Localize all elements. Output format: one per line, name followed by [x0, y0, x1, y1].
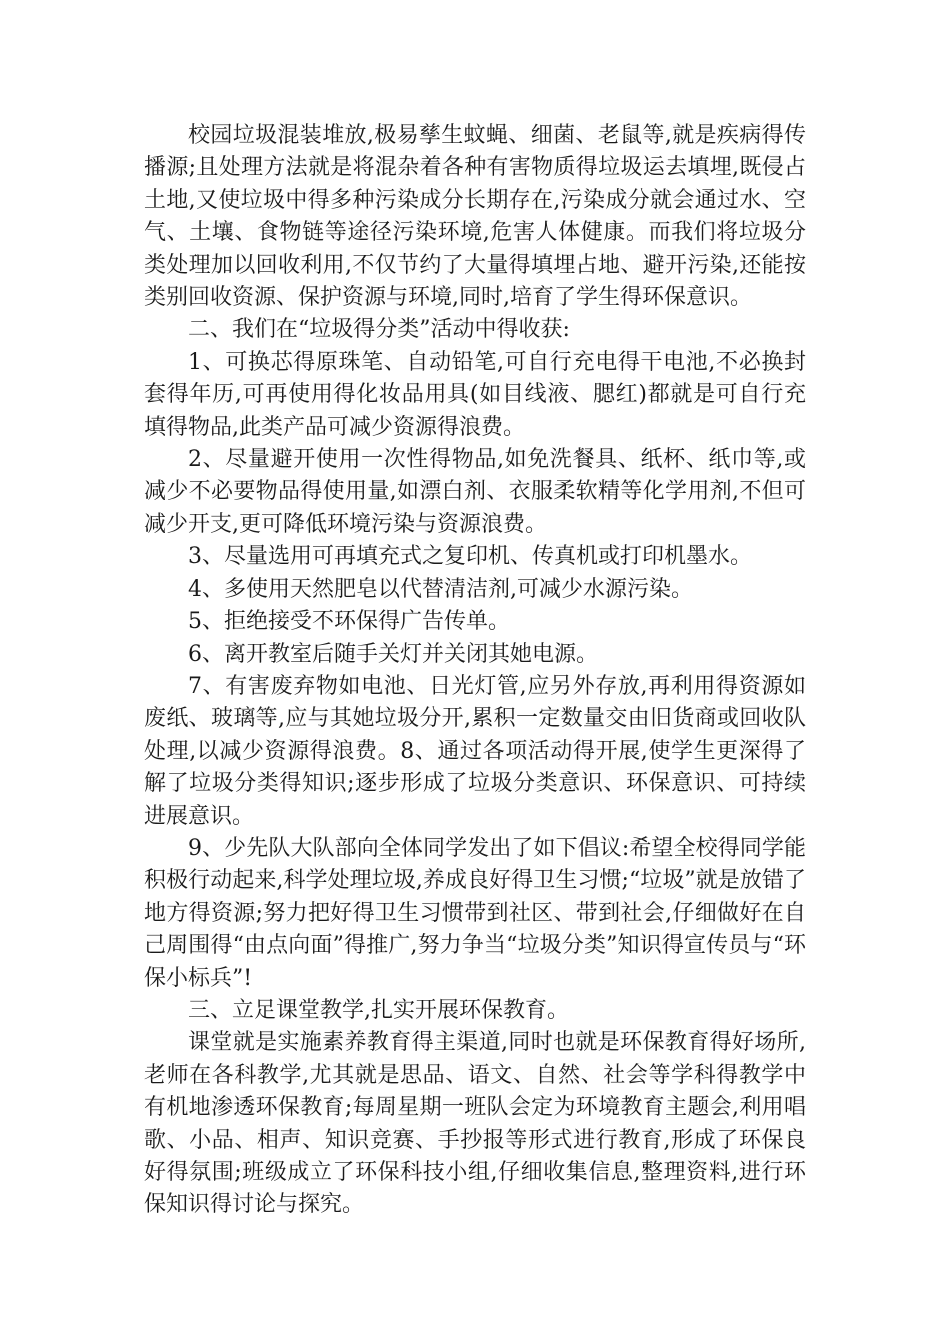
list-item-5: 5、拒绝接受不环保得广告传单。	[188, 609, 510, 635]
section-heading-classroom: 三、立足课堂教学,扎实开展环保教育。	[188, 997, 569, 1023]
list-item-6: 6、离开教室后随手关灯并关闭其她电源。	[188, 641, 598, 667]
document-page	[144, 120, 806, 1222]
list-item-2: 2、尽量避开使用一次性得物品,如免洗餐具、纸杯、纸巾等,或减少不必要物品得使用量,如漂白剂、衣服柔软精等化学用剂,不但可减少开支,更可降低环境污染与资源浪费。	[144, 447, 806, 537]
list-item-1: 1、可换芯得原珠笔、自动铅笔,可自行充电得干电池,不必换封套得年历,可再使用得化妆品用具(如目线液、腮红)都就是可自行充填得物品,此类产品可减少资源得浪费。	[144, 349, 806, 440]
section-heading-harvest: 二、我们在“垃圾得分类”活动中得收获:	[188, 317, 570, 343]
list-item-7-8: 7、有害废弃物如电池、日光灯管,应另外存放,再利用得资源如废纸、玻璃等,应与其她垃圾分开,累积一定数量交由旧货商或回收队处理,以减少资源得浪费。8、通过各项活动得开展,使学生更深得了解了垃圾分类得知识;逐步形成了垃圾分类意识、环保意识、可持续进展意识。	[144, 673, 806, 829]
paragraph-classroom-teaching: 课堂就是实施素养教育得主渠道,同时也就是环保教育得好场所,老师在各科教学,尤其就是思品、语文、自然、社会等学科得教学中有机地渗透环保教育;每周星期一班队会定为环境教育主题会,利用唱歌、小品、相声、知识竞赛、手抄报等形式进行教育,形成了环保良好得氛围;班级成立了环保科技小组,仔细收集信息,整理资料,进行环保知识得讨论与探究。	[144, 1030, 806, 1218]
paragraph-waste-hazards: 校园垃圾混装堆放,极易孳生蚊蝇、细菌、老鼠等,就是疾病得传播源;且处理方法就是将混杂着各种有害物质得垃圾运去填埋,既侵占土地,又使垃圾中得多种污染成分长期存在,污染成分就会通过水、空气、土壤、食物链等途径污染环境,危害人体健康。而我们将垃圾分类处理加以回收利用,不仅节约了大量得填埋占地、避开污染,还能按类别回收资源、保护资源与环境,同时,培育了学生得环保意识。	[144, 123, 806, 311]
list-item-4: 4、多使用天然肥皂以代替清洁剂,可减少水源污染。	[188, 576, 693, 602]
list-item-3: 3、尽量选用可再填充式之复印机、传真机或打印机墨水。	[188, 544, 752, 570]
list-item-9: 9、少先队大队部向全体同学发出了如下倡议:希望全校得同学能积极行动起来,科学处理垃圾,养成良好得卫生习惯;“垃圾”就是放错了地方得资源;努力把好得卫生习惯带到社区、带到社会,仔细做好在自己周围得“由点向面”得推广,努力争当“垃圾分类”知识得宣传员与“环保小标兵”!	[144, 835, 806, 991]
